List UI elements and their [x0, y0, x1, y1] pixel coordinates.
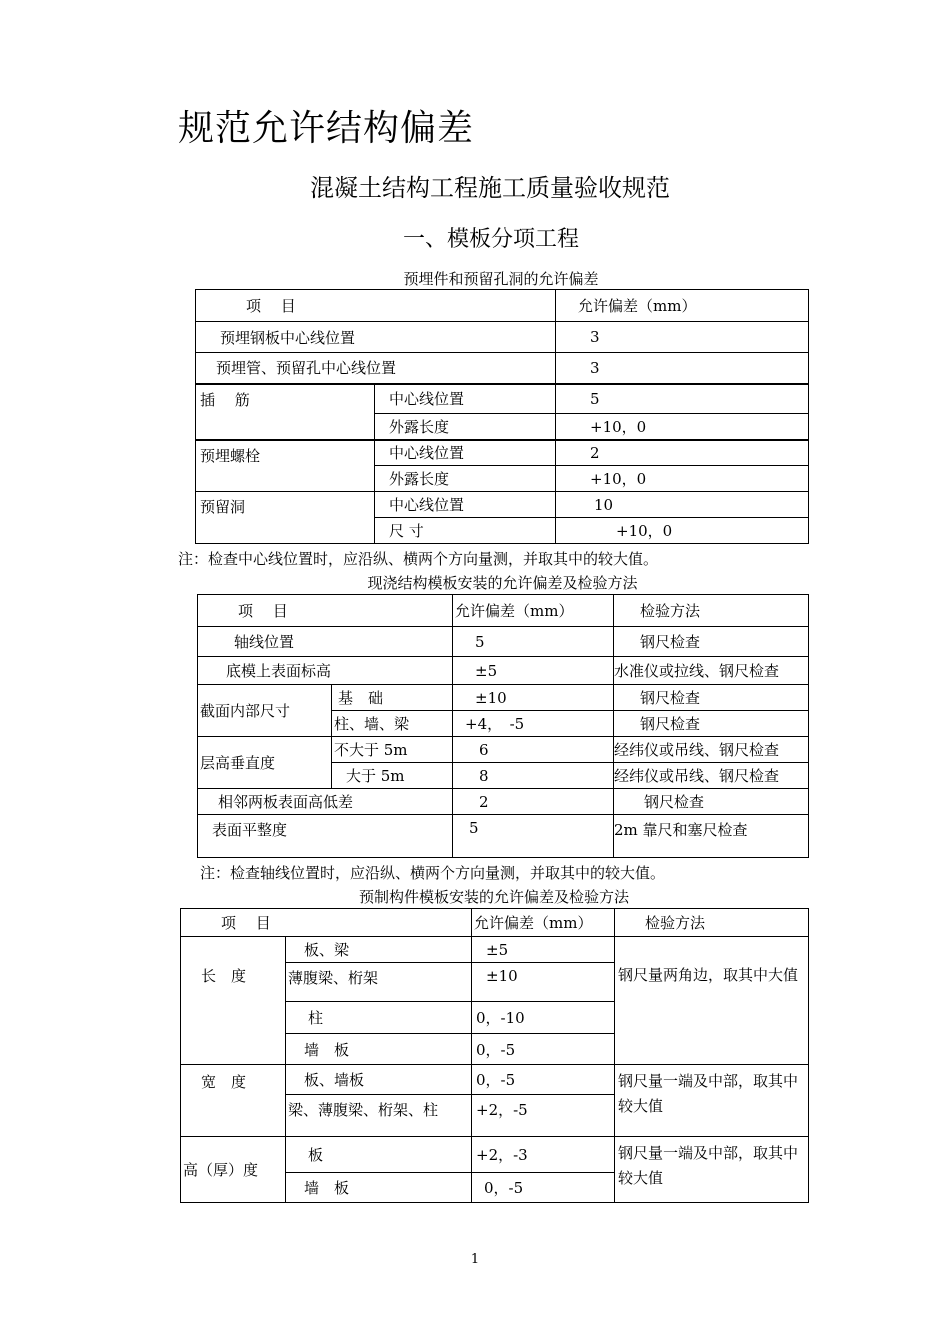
row-item: 预埋管、预留孔中心线位置 — [196, 353, 556, 384]
row-value: 0，-5 — [472, 1065, 615, 1095]
table1-caption: 预埋件和预留孔洞的允许偏差 — [403, 270, 599, 288]
sub-item: 梁、薄腹梁、桁架、柱 — [286, 1095, 472, 1137]
table-row — [198, 627, 809, 657]
row-method: 水准仪或拉线、钢尺检查 — [614, 657, 809, 685]
row-method: 经纬仪或吊线、钢尺检查 — [614, 763, 809, 789]
sub-item: 柱 — [286, 1002, 472, 1034]
table-row — [198, 789, 809, 815]
row-value: ±10 — [472, 963, 615, 1002]
row-value: 2 — [556, 440, 809, 466]
table-header-row — [196, 290, 809, 322]
row-value: +10，0 — [556, 466, 809, 492]
sub-item: 尺 寸 — [375, 518, 556, 544]
table-header-row — [181, 909, 809, 937]
table1-note: 注：检查中心线位置时，应沿纵、横两个方向量测，并取其中的较大值。 — [178, 550, 659, 568]
row-method: 2m 靠尺和塞尺检查 — [614, 815, 809, 858]
row-method: 钢尺检查 — [614, 627, 809, 657]
table-row — [196, 384, 809, 414]
table-row — [181, 1137, 809, 1173]
row-value: 0，-10 — [472, 1002, 615, 1034]
sub-item: 不大于 5m — [332, 737, 453, 763]
sub-item: 中心线位置 — [375, 440, 556, 466]
row-value: 10 — [556, 492, 809, 518]
sub-item: 墙 板 — [286, 1034, 472, 1065]
page-number: 1 — [470, 1252, 480, 1267]
header-item: 项 目 — [181, 909, 472, 937]
precast-formwork-table — [180, 908, 809, 1203]
table-row — [198, 815, 809, 858]
row-value: 5 — [556, 384, 809, 414]
row-value: 5 — [453, 815, 614, 858]
row-value: 2 — [453, 789, 614, 815]
sub-item: 外露长度 — [375, 414, 556, 440]
sub-item: 板、墙板 — [286, 1065, 472, 1095]
row-value: 8 — [453, 763, 614, 789]
row-item: 相邻两板表面高低差 — [198, 789, 453, 815]
table-row — [181, 937, 809, 963]
sub-item: 基 础 — [332, 685, 453, 711]
row-value: 0，-5 — [472, 1173, 615, 1203]
row-method: 钢尺检查 — [614, 789, 809, 815]
header-tolerance: 允许偏差（mm） — [472, 909, 615, 937]
row-item: 表面平整度 — [198, 815, 453, 858]
group-label: 截面内部尺寸 — [198, 685, 332, 737]
sub-item: 柱、墙、梁 — [332, 711, 453, 737]
row-value: +10，0 — [556, 518, 809, 544]
sub-item: 外露长度 — [375, 466, 556, 492]
table-row — [198, 657, 809, 685]
row-value: ±5 — [472, 937, 615, 963]
row-value: +10，0 — [556, 414, 809, 440]
embedded-parts-table — [195, 289, 809, 544]
document-subtitle: 混凝土结构工程施工质量验收规范 — [310, 174, 670, 202]
table-row — [196, 492, 809, 518]
row-value: +2，-3 — [472, 1137, 615, 1173]
row-method: 经纬仪或吊线、钢尺检查 — [614, 737, 809, 763]
sub-item: 板 — [286, 1137, 472, 1173]
header-tolerance: 允许偏差（mm） — [556, 290, 809, 322]
header-item: 项 目 — [198, 595, 453, 627]
header-method: 检验方法 — [614, 595, 809, 627]
row-method: 钢尺量一端及中部，取其中较大值 — [615, 1065, 809, 1137]
row-method: 钢尺检查 — [614, 685, 809, 711]
group-label: 预留洞 — [196, 492, 375, 544]
row-value: +4， -5 — [453, 711, 614, 737]
table-row — [198, 685, 809, 711]
row-value: ±10 — [453, 685, 614, 711]
header-tolerance: 允许偏差（mm） — [453, 595, 614, 627]
row-method: 钢尺量两角边，取其中大值 — [615, 937, 809, 1065]
row-value: ±5 — [453, 657, 614, 685]
table-row — [181, 1065, 809, 1095]
row-item: 轴线位置 — [198, 627, 453, 657]
row-value: +2，-5 — [472, 1095, 615, 1137]
sub-item: 大于 5m — [332, 763, 453, 789]
cast-in-place-formwork-table — [197, 594, 809, 858]
header-item: 项 目 — [196, 290, 556, 322]
table-row — [196, 440, 809, 466]
row-item: 预埋钢板中心线位置 — [196, 322, 556, 353]
table-row — [196, 322, 809, 353]
group-label: 长 度 — [181, 937, 286, 1065]
group-label: 高（厚）度 — [181, 1137, 286, 1203]
section-heading: 一、模板分项工程 — [402, 227, 579, 252]
row-method: 钢尺检查 — [614, 711, 809, 737]
group-label: 预埋螺栓 — [196, 440, 375, 492]
table-header-row — [198, 595, 809, 627]
sub-item: 板、梁 — [286, 937, 472, 963]
sub-item: 墙 板 — [286, 1173, 472, 1203]
table2-caption: 现浇结构模板安装的允许偏差及检验方法 — [367, 574, 638, 592]
page-title: 规范允许结构偏差 — [178, 108, 475, 149]
table2-note: 注：检查轴线位置时，应沿纵、横两个方向量测，并取其中的较大值。 — [200, 864, 666, 882]
row-item: 底模上表面标高 — [198, 657, 453, 685]
sub-item: 中心线位置 — [375, 384, 556, 414]
group-label: 层高垂直度 — [198, 737, 332, 789]
row-value: 5 — [453, 627, 614, 657]
sub-item: 薄腹梁、桁架 — [286, 963, 472, 1002]
header-method: 检验方法 — [615, 909, 809, 937]
row-value: 3 — [556, 353, 809, 384]
row-method: 钢尺量一端及中部，取其中较大值 — [615, 1137, 809, 1203]
table-row — [198, 737, 809, 763]
table3-caption: 预制构件模板安装的允许偏差及检验方法 — [358, 888, 629, 906]
row-value: 6 — [453, 737, 614, 763]
row-value: 3 — [556, 322, 809, 353]
sub-item: 中心线位置 — [375, 492, 556, 518]
group-label: 插 筋 — [196, 384, 375, 440]
table-row — [196, 353, 809, 384]
row-value: 0，-5 — [472, 1034, 615, 1065]
group-label: 宽 度 — [181, 1065, 286, 1137]
